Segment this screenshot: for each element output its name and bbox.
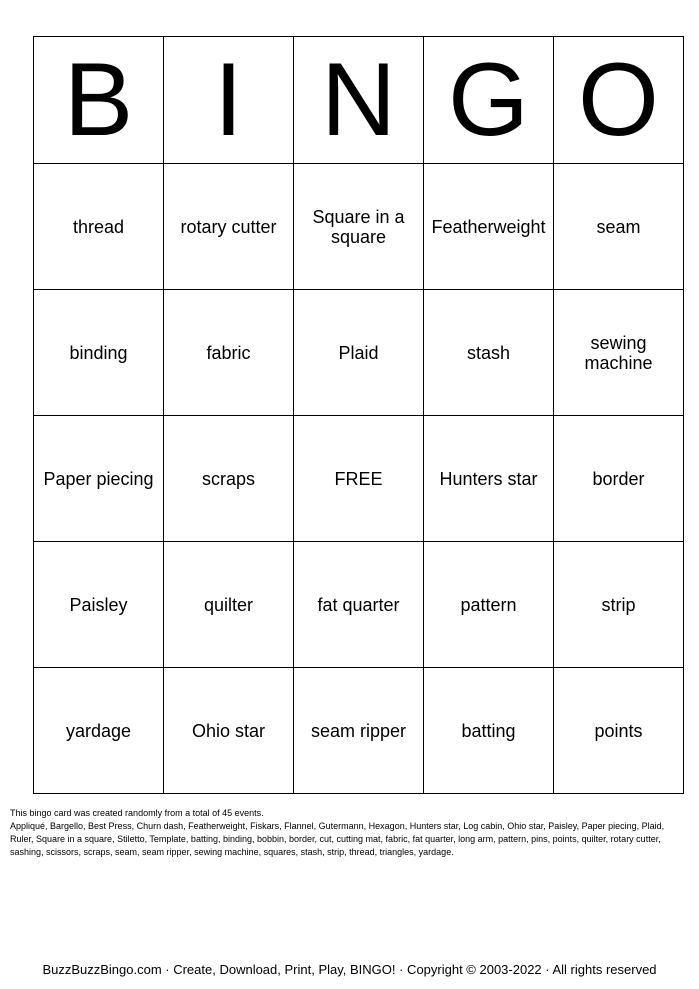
bingo-cell: thread xyxy=(34,164,164,290)
bingo-row xyxy=(34,542,684,668)
bingo-cell: stash xyxy=(424,290,554,416)
bingo-cell: quilter xyxy=(164,542,294,668)
bingo-cell: sewing machine xyxy=(554,290,684,416)
bingo-cell: Hunters star xyxy=(424,416,554,542)
bingo-cell: Ohio star xyxy=(164,668,294,794)
bingo-free-cell: FREE xyxy=(294,416,424,542)
bingo-cell: Square in a square xyxy=(294,164,424,290)
card-summary: This bingo card was created randomly from a total of 45 events. xyxy=(10,808,264,818)
bingo-letter-n: N xyxy=(294,37,424,164)
site-footer: BuzzBuzzBingo.com · Create, Download, Print, Play, BINGO! · Copyright © 2003-2022 · All rights reserved xyxy=(42,962,657,977)
bingo-cell: Plaid xyxy=(294,290,424,416)
bingo-cell: seam ripper xyxy=(294,668,424,794)
bingo-cell: points xyxy=(554,668,684,794)
bingo-letter-b: B xyxy=(34,37,164,164)
bingo-cell: strip xyxy=(554,542,684,668)
bingo-letter-i: I xyxy=(164,37,294,164)
bingo-cell: Paisley xyxy=(34,542,164,668)
bingo-cell: fabric xyxy=(164,290,294,416)
bingo-cell: binding xyxy=(34,290,164,416)
bingo-letter-o: O xyxy=(554,37,684,164)
bingo-row xyxy=(34,164,684,290)
bingo-cell: yardage xyxy=(34,668,164,794)
bingo-card xyxy=(33,36,684,794)
bingo-cell: Featherweight xyxy=(424,164,554,290)
bingo-cell: scraps xyxy=(164,416,294,542)
bingo-cell: fat quarter xyxy=(294,542,424,668)
bingo-header-row xyxy=(34,37,684,164)
bingo-row xyxy=(34,290,684,416)
bingo-cell: batting xyxy=(424,668,554,794)
bingo-row xyxy=(34,668,684,794)
bingo-cell: rotary cutter xyxy=(164,164,294,290)
bingo-cell: pattern xyxy=(424,542,554,668)
card-info xyxy=(10,807,690,859)
bingo-row xyxy=(34,416,684,542)
bingo-letter-g: G xyxy=(424,37,554,164)
bingo-cell: seam xyxy=(554,164,684,290)
bingo-cell: Paper piecing xyxy=(34,416,164,542)
bingo-cell: border xyxy=(554,416,684,542)
event-list: Appliqué, Bargello, Best Press, Churn dash, Featherweight, Fiskars, Flannel, Gutermann, Hexagon, Hunters star, Log cabin, Ohio star, Paisley, Paper piecing, Plaid, Ruler, Square in a square, Stiletto, Template, batting, binding, bobbin, border, cut, cutting mat, fabric, fat quarter, long arm, pattern, pins, points, quilter, rotary cutter, sashing, scissors, scraps, seam, seam ripper, sewing machine, squares, stash, strip, thread, triangles, yardage. xyxy=(10,821,665,857)
